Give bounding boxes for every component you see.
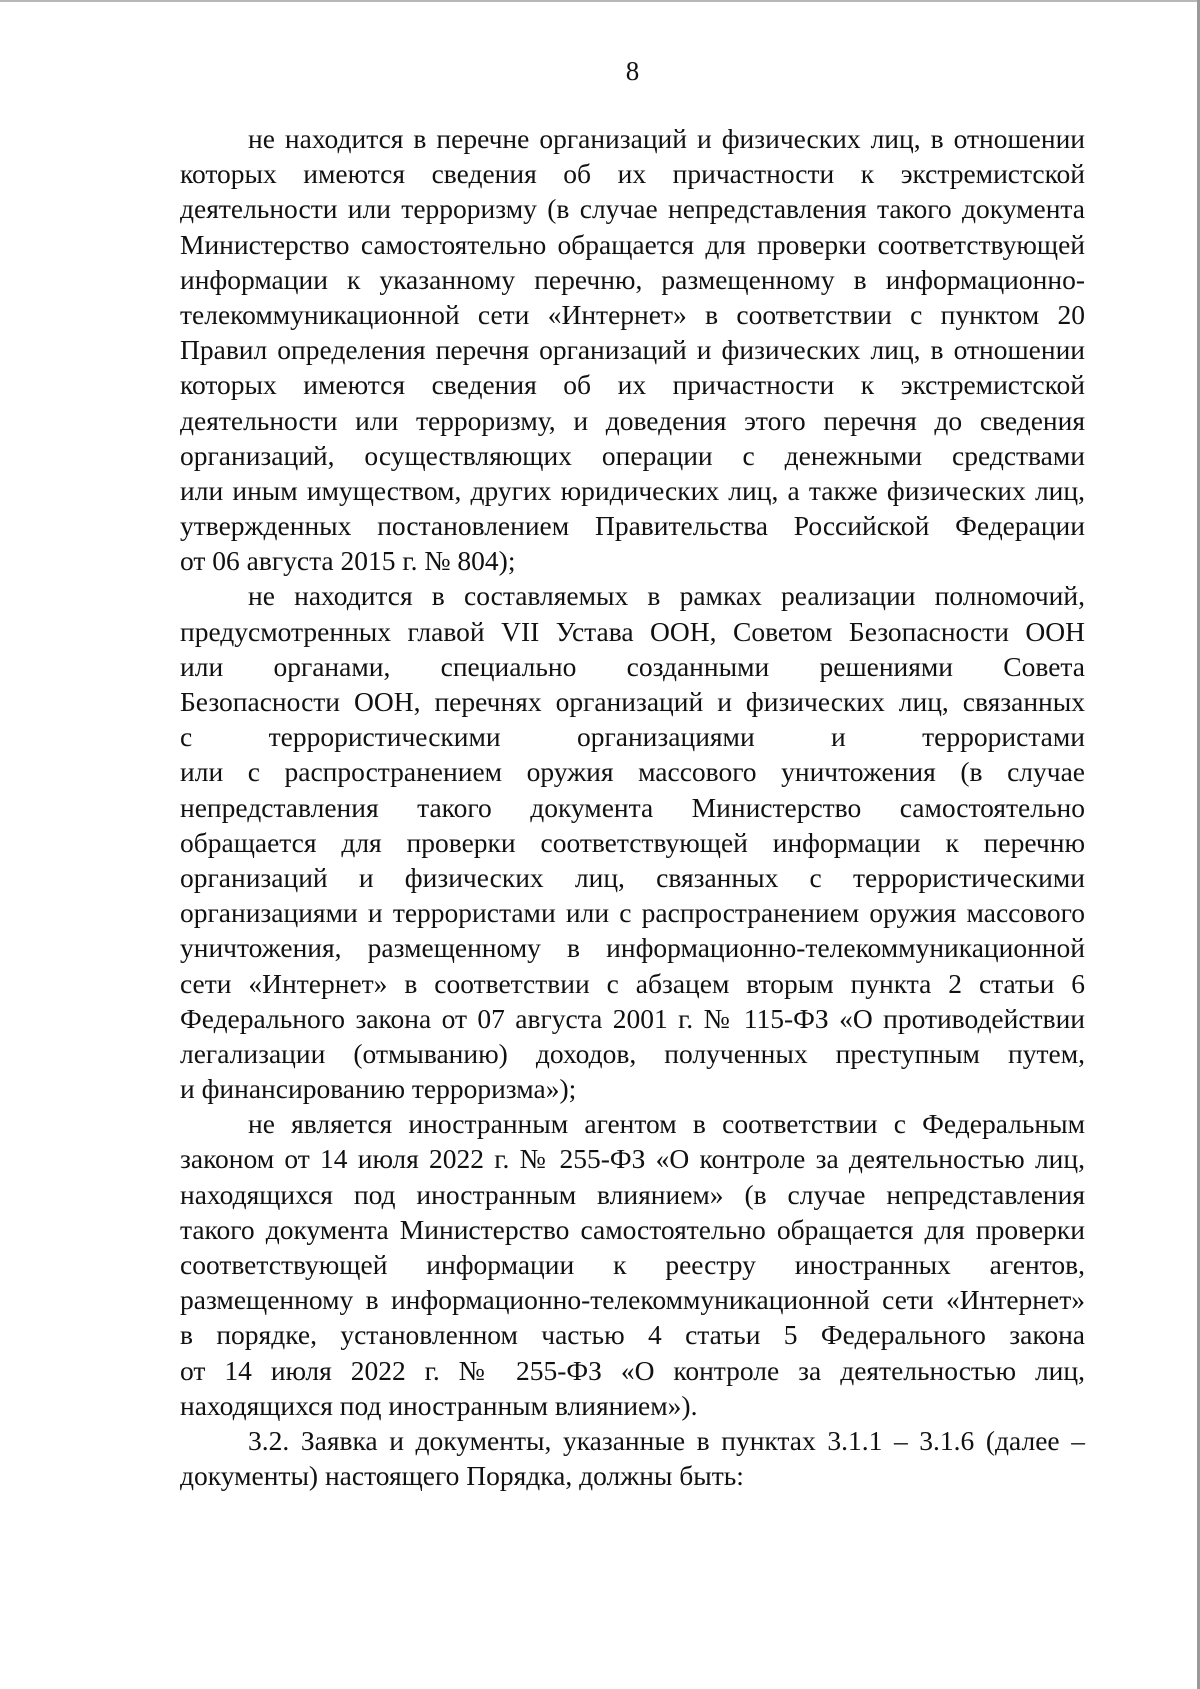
- text-line: или органами, специально созданными решениями Совета: [180, 650, 1085, 682]
- text-line: Безопасности ООН, перечнях организаций и физических лиц, связанных: [180, 686, 1085, 717]
- paragraph-3: [180, 1106, 1085, 1423]
- text-line: которых имеются сведения об их причастности к экстремистской: [180, 369, 1085, 401]
- text-line: не находится в перечне организаций и физических лиц, в отношении: [248, 123, 1085, 154]
- text-line: находящихся под иностранным влиянием» (в случае непредставления: [180, 1178, 1085, 1210]
- text-line: которых имеются сведения об их причастности к экстремистской: [180, 158, 1085, 190]
- text-line: находящихся под иностранным влиянием»).: [180, 1389, 698, 1421]
- text-line: легализации (отмыванию) доходов, полученных преступным путем,: [180, 1037, 1085, 1069]
- text-line: не является иностранным агентом в соответствии с Федеральным: [248, 1108, 1085, 1140]
- text-line: от 14 июля 2022 г. № 255-ФЗ «О контроле за деятельностью лиц,: [180, 1354, 1085, 1386]
- text-line: размещенному в информационно-телекоммуникационной сети «Интернет»: [180, 1284, 1085, 1316]
- text-line: документы) настоящего Порядка, должны быть:: [180, 1460, 744, 1492]
- scan-edge-top: [0, 0, 1200, 2]
- paragraph-1: [180, 121, 1085, 578]
- text-line: от 06 августа 2015 г. № 804);: [180, 545, 516, 577]
- text-line: законом от 14 июля 2022 г. № 255-ФЗ «О контроле за деятельностью лиц,: [180, 1143, 1085, 1175]
- text-line: телекоммуникационной сети «Интернет» в соответствии с пунктом 20: [180, 298, 1085, 330]
- text-line: такого документа Министерство самостоятельно обращается для проверки: [180, 1213, 1085, 1245]
- text-line: уничтожения, размещенному в информационно-телекоммуникационной: [180, 932, 1085, 964]
- text-line: не находится в составляемых в рамках реализации полномочий,: [248, 580, 1085, 612]
- text-line: соответствующей информации к реестру иностранных агентов,: [180, 1249, 1085, 1280]
- text-line: информации к указанному перечню, размещенному в информационно-: [180, 263, 1085, 295]
- text-line: утвержденных постановлением Правительства Российской Федерации: [180, 510, 1085, 542]
- document-body: [180, 121, 1085, 1493]
- text-line: организациями и террористами или с распространением оружия массового: [180, 897, 1085, 929]
- text-line: Правил определения перечня организаций и физических лиц, в отношении: [180, 334, 1085, 366]
- text-line: организаций, осуществляющих операции с денежными средствами: [180, 439, 1085, 471]
- paragraph-2: [180, 578, 1085, 1106]
- text-line: организаций и физических лиц, связанных с террористическими: [180, 861, 1085, 893]
- text-line: 3.2. Заявка и документы, указанные в пунктах 3.1.1 – 3.1.6 (далее –: [248, 1424, 1085, 1456]
- page-number: 8: [625, 56, 640, 86]
- text-line: сети «Интернет» в соответствии с абзацем вторым пункта 2 статьи 6: [180, 967, 1085, 999]
- text-line: предусмотренных главой VII Устава ООН, Советом Безопасности ООН: [180, 615, 1085, 647]
- text-line: обращается для проверки соответствующей информации к перечню: [180, 826, 1085, 858]
- text-line: и финансированию терроризма»);: [180, 1073, 577, 1105]
- text-line: или иным имуществом, других юридических лиц, а также физических лиц,: [180, 474, 1085, 506]
- paragraph-4: [180, 1423, 1085, 1493]
- text-line: деятельности или терроризму, и доведения этого перечня до сведения: [180, 404, 1085, 436]
- text-line: с террористическими организациями и террористами: [180, 721, 1085, 753]
- text-line: Министерство самостоятельно обращается для проверки соответствующей: [180, 228, 1085, 260]
- text-line: в порядке, установленном частью 4 статьи 5 Федерального закона: [180, 1319, 1085, 1351]
- text-line: или с распространением оружия массового уничтожения (в случае: [180, 756, 1085, 788]
- text-line: деятельности или терроризму (в случае непредставления такого документа: [180, 193, 1085, 225]
- text-line: Федерального закона от 07 августа 2001 г. № 115-ФЗ «О противодействии: [180, 1002, 1085, 1034]
- text-line: непредставления такого документа Министерство самостоятельно: [180, 791, 1085, 823]
